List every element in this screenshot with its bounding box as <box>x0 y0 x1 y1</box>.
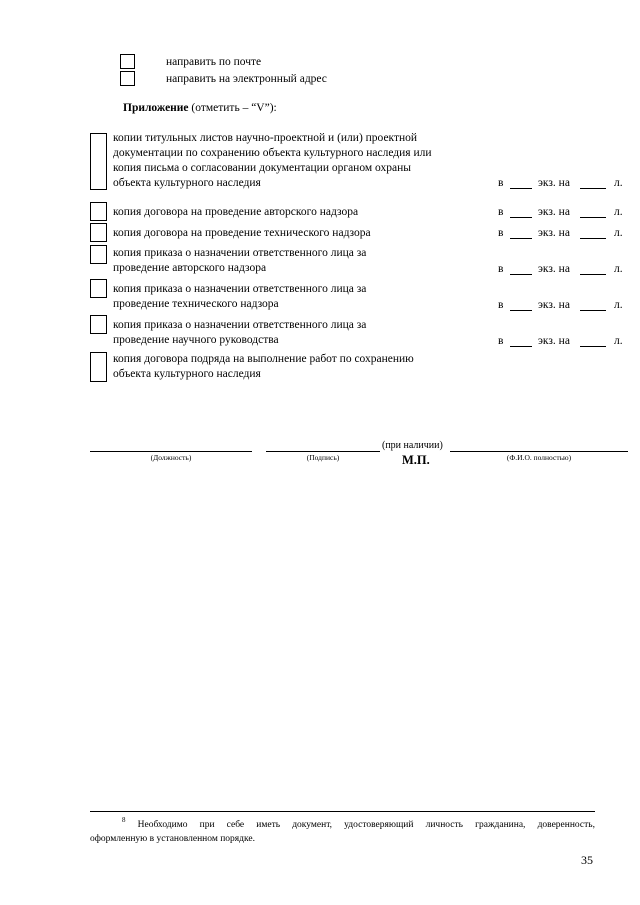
qty-copies-label: экз. на <box>538 227 570 239</box>
sheets-blank[interactable] <box>580 217 606 218</box>
footnote-text-line2: оформленную в установленном порядке. <box>90 834 255 844</box>
checkbox-by-mail[interactable] <box>120 54 135 69</box>
qty-sheets-label: л. <box>614 206 623 218</box>
sheets-blank[interactable] <box>580 238 606 239</box>
copies-blank[interactable] <box>510 238 532 239</box>
position-caption: (Должность) <box>150 453 192 462</box>
copies-blank[interactable] <box>510 274 532 275</box>
appendix-item-line: копия приказа о назначении ответственного лица за <box>113 319 367 331</box>
qty-copies-label: экз. на <box>538 177 570 189</box>
quantity-field <box>498 262 628 277</box>
appendix-item-line: объекта культурного наследия <box>113 177 261 189</box>
option-by-email-label: направить на электронный адрес <box>166 73 327 85</box>
appendix-item-label <box>113 226 371 241</box>
appendix-item-checkbox[interactable] <box>90 223 107 242</box>
appendix-item-line: объекта культурного наследия <box>113 368 261 380</box>
sheets-blank[interactable] <box>580 188 606 189</box>
sheets-blank[interactable] <box>580 346 606 347</box>
qty-sheets-label: л. <box>614 335 623 347</box>
qty-copies-label: экз. на <box>538 206 570 218</box>
signature-line[interactable] <box>266 451 380 452</box>
appendix-item-label <box>113 246 366 276</box>
footnote-text-line1: Необходимо при себе иметь документ, удостоверяющий личность гражданина, доверенность, <box>125 820 595 830</box>
appendix-item-label <box>113 282 366 312</box>
qty-sheets-label: л. <box>614 177 623 189</box>
full-name-caption: (Ф.И.О. полностью) <box>506 453 572 462</box>
appendix-item-label <box>113 318 366 348</box>
quantity-field <box>498 205 628 220</box>
qty-in-label: в <box>498 206 504 218</box>
qty-copies-label: экз. на <box>538 335 570 347</box>
footnote <box>90 818 595 846</box>
appendix-item-line: копия приказа о назначении ответственного лица за <box>113 283 367 295</box>
appendix-item-line: копия приказа о назначении ответственного лица за <box>113 247 367 259</box>
footnote-marker: 8 <box>122 816 126 824</box>
full-name-line[interactable] <box>450 451 628 452</box>
appendix-heading <box>123 101 277 116</box>
appendix-heading-note: (отметить – “V”): <box>188 102 277 114</box>
signature-caption: (Подпись) <box>306 453 340 462</box>
qty-copies-label: экз. на <box>538 299 570 311</box>
copies-blank[interactable] <box>510 188 532 189</box>
qty-copies-label: экз. на <box>538 263 570 275</box>
qty-in-label: в <box>498 177 504 189</box>
quantity-field <box>498 334 628 349</box>
sheets-blank[interactable] <box>580 310 606 311</box>
appendix-item-line: проведение авторского надзора <box>113 262 267 274</box>
appendix-item-checkbox[interactable] <box>90 245 107 264</box>
qty-in-label: в <box>498 263 504 275</box>
sheets-blank[interactable] <box>580 274 606 275</box>
qty-sheets-label: л. <box>614 227 623 239</box>
copies-blank[interactable] <box>510 346 532 347</box>
appendix-item-checkbox[interactable] <box>90 352 107 382</box>
if-any-note: (при наличии) <box>382 440 443 451</box>
appendix-item-checkbox[interactable] <box>90 133 107 190</box>
stamp-label: М.П. <box>402 453 430 467</box>
qty-in-label: в <box>498 227 504 239</box>
quantity-field <box>498 226 628 241</box>
appendix-item-checkbox[interactable] <box>90 279 107 298</box>
appendix-item-line: копии титульных листов научно-проектной и (или) проектной <box>113 132 418 144</box>
appendix-heading-bold: Приложение <box>123 102 189 114</box>
appendix-item-label <box>113 205 358 220</box>
qty-in-label: в <box>498 335 504 347</box>
position-line[interactable] <box>90 451 252 452</box>
appendix-item-line: копия договора подряда на выполнение работ по сохранению <box>113 353 414 365</box>
qty-sheets-label: л. <box>614 299 623 311</box>
page-number: 35 <box>581 853 593 867</box>
quantity-field <box>498 176 628 191</box>
appendix-item-label <box>113 352 414 382</box>
appendix-item-line: проведение научного руководства <box>113 334 279 346</box>
appendix-item-line: копия договора на проведение авторского надзора <box>113 206 359 218</box>
quantity-field <box>498 298 628 313</box>
appendix-item-checkbox[interactable] <box>90 202 107 221</box>
checkbox-by-email[interactable] <box>120 71 135 86</box>
appendix-item-line: копия письма о согласовании документации органом охраны <box>113 162 411 174</box>
appendix-item-line: копия договора на проведение технического надзора <box>113 227 371 239</box>
qty-in-label: в <box>498 299 504 311</box>
appendix-item-label <box>113 131 432 191</box>
footnote-divider <box>90 811 595 812</box>
appendix-item-line: проведение технического надзора <box>113 298 279 310</box>
copies-blank[interactable] <box>510 310 532 311</box>
appendix-item-checkbox[interactable] <box>90 315 107 334</box>
option-by-mail-label: направить по почте <box>166 56 262 68</box>
appendix-item-line: документации по сохранению объекта культурного наследия или <box>113 147 432 159</box>
qty-sheets-label: л. <box>614 263 623 275</box>
copies-blank[interactable] <box>510 217 532 218</box>
